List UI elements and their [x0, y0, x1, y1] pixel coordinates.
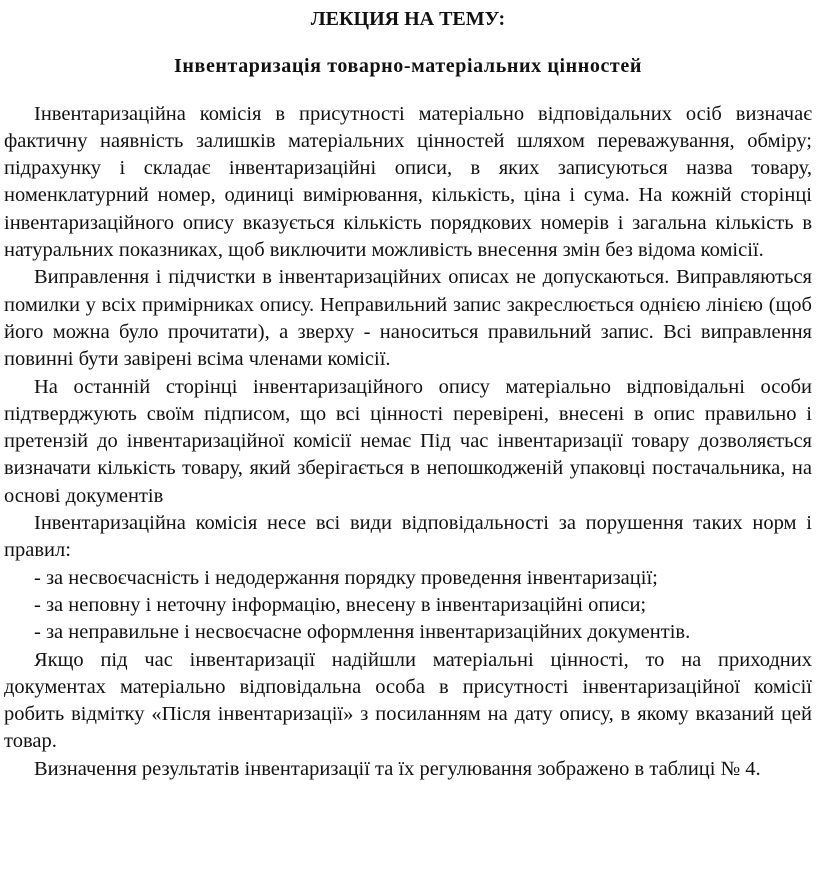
- list-item: - за несвоєчасність і недодержання порядку проведення інвентаризації;: [34, 566, 658, 589]
- list-item: - за неповну і неточну інформацію, внесену в інвентаризаційні описи;: [34, 593, 647, 616]
- paragraph-responsibility: Інвентаризаційна комісія несе всі види відповідальності за порушення таких норм і правил:: [4, 512, 812, 562]
- paragraph-after-inventory: Якщо під час інвентаризації надійшли матеріальні цінності, то на приходних документах матеріально відповідальна особа в присутності інвентаризаційної комісії робить відмітку «Після інвентаризації» з посиланням на дату опису, в якому вказаний цей товар.: [4, 648, 812, 753]
- document-page: [4, 6, 812, 783]
- paragraph-results-table: Визначення результатів інвентаризації та їх регулювання зображено в таблиці № 4.: [34, 757, 761, 780]
- list-item: - за неправильне і несвоєчасне оформлення інвентаризаційних документів.: [34, 621, 691, 644]
- paragraph-inventory-commission: Інвентаризаційна комісія в присутності матеріально відповідальних осіб визначає фактичну наявність залишків матеріальних цінностей шляхом переважування, обміру; підрахунку і складає інвентаризаційні описи, в яких записуються назва товару, номенклатурний номер, одиниці вимірювання, кількість, ціна і сума. На кожній сторінці інвентаризаційного опису вказується кількість порядкових номерів і загальна кількість в натуральних показниках, щоб виключити можливість внесення змін без відома комісії.: [4, 102, 812, 262]
- paragraph-corrections: Виправлення і підчистки в інвентаризаційних описах не допускаються. Виправляються помилки у всіх примірниках опису. Неправильний запис закреслюється однією лінією (щоб його можна було прочитати), а зверху - наноситься правильний запис. Всі виправлення повинні бути завірені всіма членами комісії.: [4, 266, 812, 371]
- document-title: Інвентаризація товарно-матеріальних цінностей: [174, 55, 642, 78]
- lecture-heading: ЛЕКЦИЯ НА ТЕМУ:: [310, 8, 506, 30]
- paragraph-last-page: На останній сторінці інвентаризаційного опису матеріально відповідальні особи підтверджують своїм підписом, що всі цінності перевірені, внесені в опис правильно і претензій до інвентаризаційної комісії немає Під час інвентаризації товару дозволяється визначати кількість товару, який зберігається в непошкодженій упаковці постачальника, на основі документів: [4, 375, 812, 507]
